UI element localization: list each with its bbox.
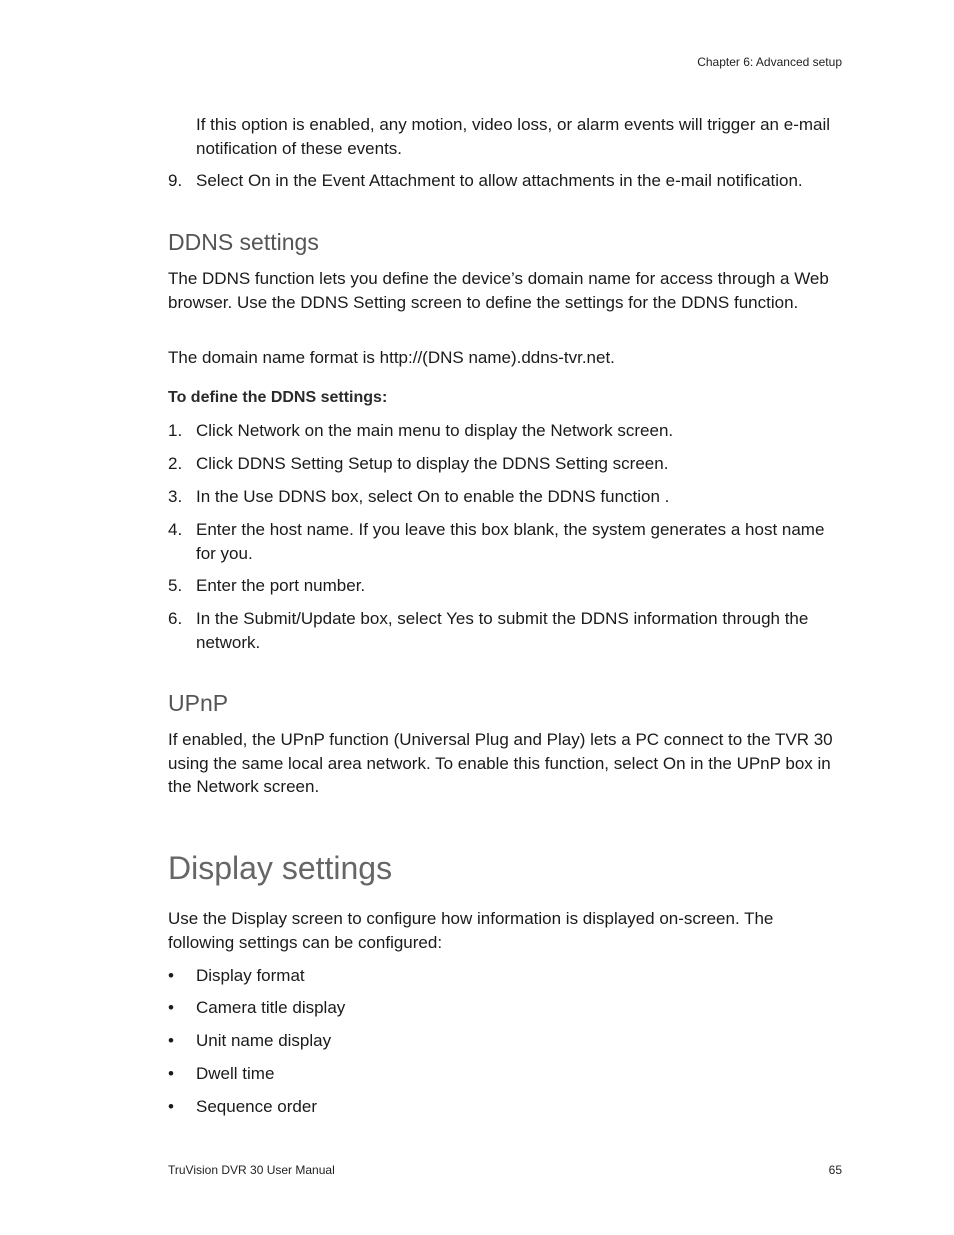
bullet-item: Camera title display xyxy=(196,998,346,1017)
footer-manual-title: TruVision DVR 30 User Manual xyxy=(168,1163,335,1177)
bullet-dot: • xyxy=(168,1097,174,1116)
bullet-item: Unit name display xyxy=(196,1031,332,1050)
step-number: 6. xyxy=(168,609,183,628)
step-text: Click Network on the main menu to display the Network screen. xyxy=(196,421,674,440)
bullet-dot: • xyxy=(168,998,174,1017)
bullet-item: Display format xyxy=(196,966,305,985)
bullet-item: Dwell time xyxy=(196,1064,275,1083)
bullet-dot: • xyxy=(168,1064,174,1083)
step-number: 1. xyxy=(168,421,183,440)
step-text: Enter the host name. If you leave this box blank, the system generates a host name for you. xyxy=(196,520,825,563)
step-number: 3. xyxy=(168,487,183,506)
section-heading-upnp: UPnP xyxy=(168,690,229,716)
step-number: 4. xyxy=(168,520,183,539)
upnp-paragraph: If enabled, the UPnP function (Universal Plug and Play) lets a PC connect to the TVR 30 using the same local area network. To enable this function, select On in the UPnP box in the Network screen. xyxy=(168,730,833,796)
step-number: 2. xyxy=(168,454,183,473)
step-text: In the Use DDNS box, select On to enable the DDNS function . xyxy=(196,487,670,506)
step-text: Click DDNS Setting Setup to display the DDNS Setting screen. xyxy=(196,454,669,473)
procedure-title: To define the DDNS settings: xyxy=(168,389,388,406)
chapter-section-heading: Display settings xyxy=(168,850,393,886)
page-number: 65 xyxy=(828,1163,842,1177)
ddns-paragraph-2: The domain name format is http://(DNS name).ddns-tvr.net. xyxy=(168,348,615,367)
display-paragraph: Use the Display screen to configure how information is displayed on-screen. The following settings can be configured: xyxy=(168,909,774,952)
intro-paragraph: If this option is enabled, any motion, video loss, or alarm events will trigger an e-mail notification of these events. xyxy=(196,115,831,158)
bullet-dot: • xyxy=(168,1031,174,1050)
step-text: In the Submit/Update box, select Yes to submit the DDNS information through the network. xyxy=(196,609,809,652)
step-number: 9. xyxy=(168,171,183,190)
ddns-paragraph-1: The DDNS function lets you define the device’s domain name for access through a Web browser. Use the DDNS Setting screen to define the settings for the DDNS function. xyxy=(168,269,829,312)
step-number: 5. xyxy=(168,576,183,595)
section-heading-ddns: DDNS settings xyxy=(168,229,319,255)
running-header: Chapter 6: Advanced setup xyxy=(697,55,842,69)
step-text: Select On in the Event Attachment to allow attachments in the e-mail notification. xyxy=(196,171,803,190)
step-text: Enter the port number. xyxy=(196,576,366,595)
bullet-dot: • xyxy=(168,966,174,985)
bullet-item: Sequence order xyxy=(196,1097,317,1116)
